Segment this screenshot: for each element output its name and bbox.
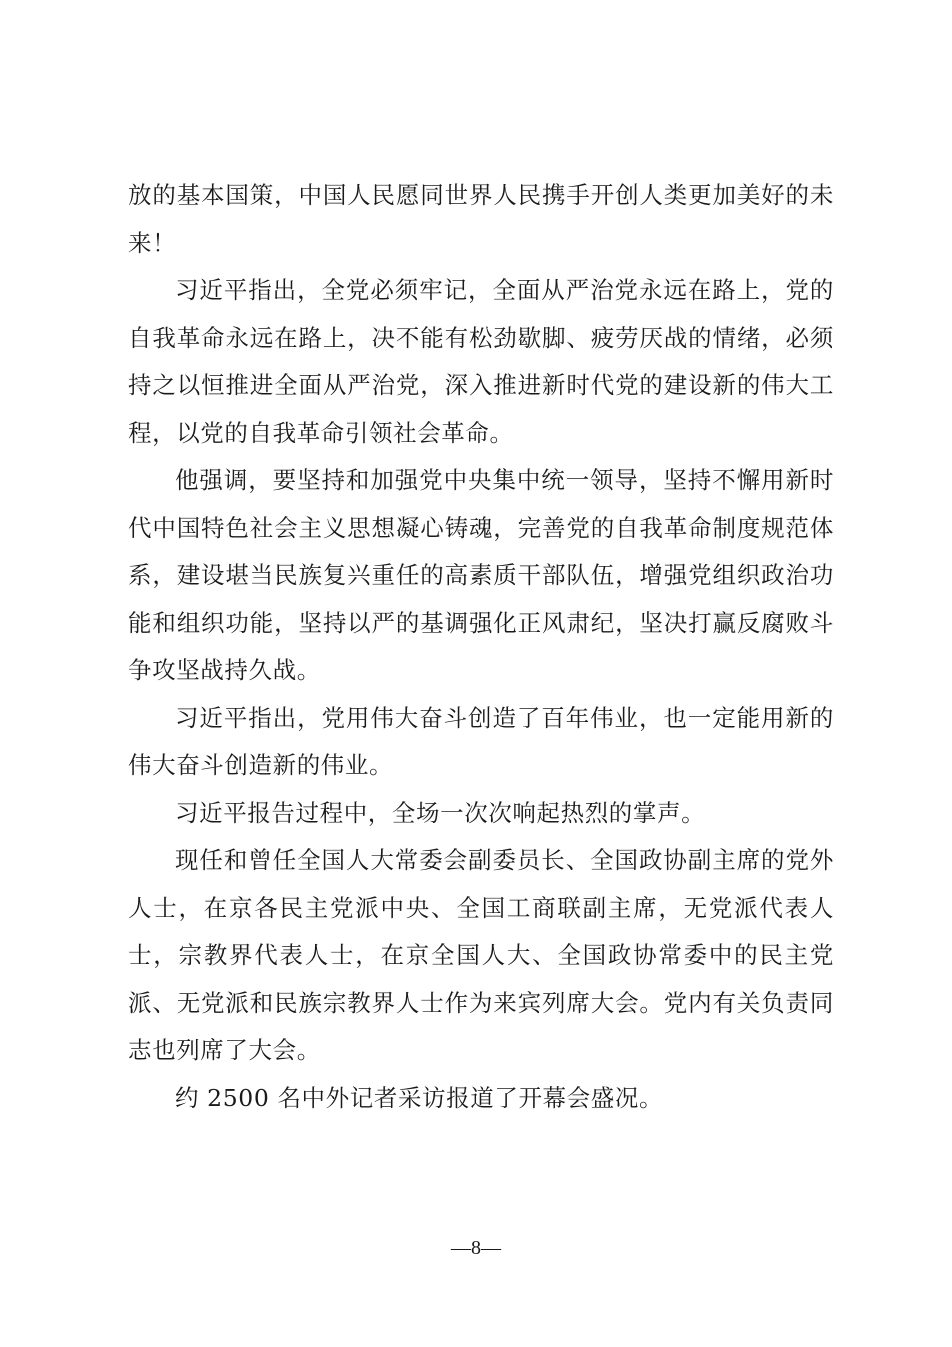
paragraph: 习近平指出，全党必须牢记，全面从严治党永远在路上，党的自我革命永远在路上，决不能有松劲歇脚、疲劳厌战的情绪，必须持之以恒推进全面从严治党，深入推进新时代党的建设新的伟大工程，以党的自我革命引领社会革命。 — [128, 276, 834, 447]
paragraph: 现任和曾任全国人大常委会副委员长、全国政协副主席的党外人士，在京各民主党派中央、全国工商联副主席，无党派代表人士，宗教界代表人士，在京全国人大、全国政协常委中的民主党派、无党派和民族宗教界人士作为来宾列席大会。党内有关负责同志也列席了大会。 — [128, 846, 834, 1064]
document-body — [128, 172, 834, 1122]
paragraph-continuation: 放的基本国策，中国人民愿同世界人民携手开创人类更加美好的未来！ — [128, 181, 834, 257]
page-number: —8— — [451, 1237, 501, 1259]
paragraph: 他强调，要坚持和加强党中央集中统一领导，坚持不懈用新时代中国特色社会主义思想凝心铸魂，完善党的自我革命制度规范体系，建设堪当民族复兴重任的高素质干部队伍，增强党组织政治功能和组织功能，坚持以严的基调强化正风肃纪，坚决打赢反腐败斗争攻坚战持久战。 — [128, 466, 834, 684]
paragraph: 约 2500 名中外记者采访报道了开幕会盛况。 — [175, 1083, 664, 1112]
paragraph: 习近平报告过程中，全场一次次响起热烈的掌声。 — [175, 798, 706, 827]
paragraph: 习近平指出，党用伟大奋斗创造了百年伟业，也一定能用新的伟大奋斗创造新的伟业。 — [128, 703, 834, 779]
